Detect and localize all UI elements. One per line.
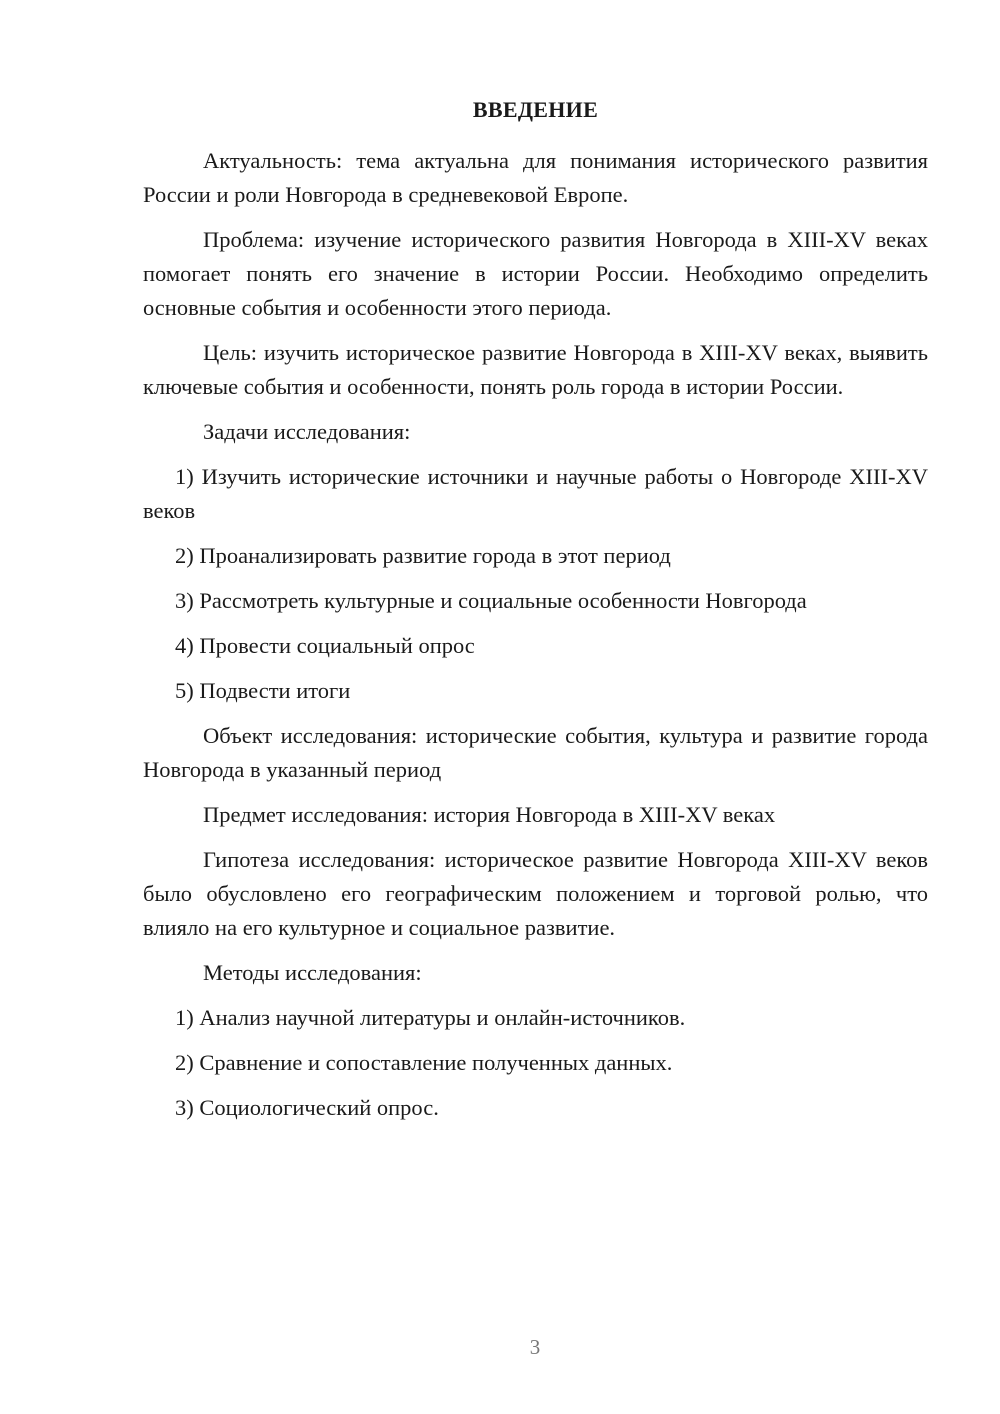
- task-item-1: 1) Изучить исторические источники и научные работы о Новгороде XIII-XV веков: [143, 464, 928, 523]
- method-item-2: 2) Сравнение и сопоставление полученных данных.: [175, 1050, 673, 1075]
- page-title: ВВЕДЕНИЕ: [472, 97, 599, 122]
- task-item-2: 2) Проанализировать развитие города в этот период: [175, 543, 671, 568]
- tasks-heading: Задачи исследования:: [203, 419, 411, 444]
- task-item-5: 5) Подвести итоги: [175, 678, 351, 703]
- goal-paragraph: Цель: изучить историческое развитие Новгорода в XIII-XV веках, выявить ключевые события и особенности, понять роль города в истории России.: [143, 340, 928, 399]
- relevance-paragraph: Актуальность: тема актуальна для понимания исторического развития России и роли Новгорода в средневековой Европе.: [143, 148, 928, 207]
- task-item-3: 3) Рассмотреть культурные и социальные особенности Новгорода: [175, 588, 807, 613]
- task-item-4: 4) Провести социальный опрос: [175, 633, 475, 658]
- page-content: [143, 94, 928, 1136]
- subject-paragraph: Предмет исследования: история Новгорода в XIII-XV веках: [203, 802, 776, 827]
- problem-paragraph: Проблема: изучение исторического развития Новгорода в XIII-XV веках помогает понять его значение в истории России. Необходимо определить основные события и особенности этого периода.: [143, 227, 928, 320]
- method-item-3: 3) Социологический опрос.: [175, 1095, 439, 1120]
- page-number: 3: [529, 1335, 541, 1359]
- object-paragraph: Объект исследования: исторические события, культура и развитие города Новгорода в указанный период: [143, 723, 928, 782]
- method-item-1: 1) Анализ научной литературы и онлайн-источников.: [175, 1005, 686, 1030]
- methods-heading: Методы исследования:: [203, 960, 422, 985]
- hypothesis-paragraph: Гипотеза исследования: историческое развитие Новгорода XIII-XV веков было обусловлено его географическим положением и торговой ролью, что влияло на его культурное и социальное развитие.: [143, 847, 928, 940]
